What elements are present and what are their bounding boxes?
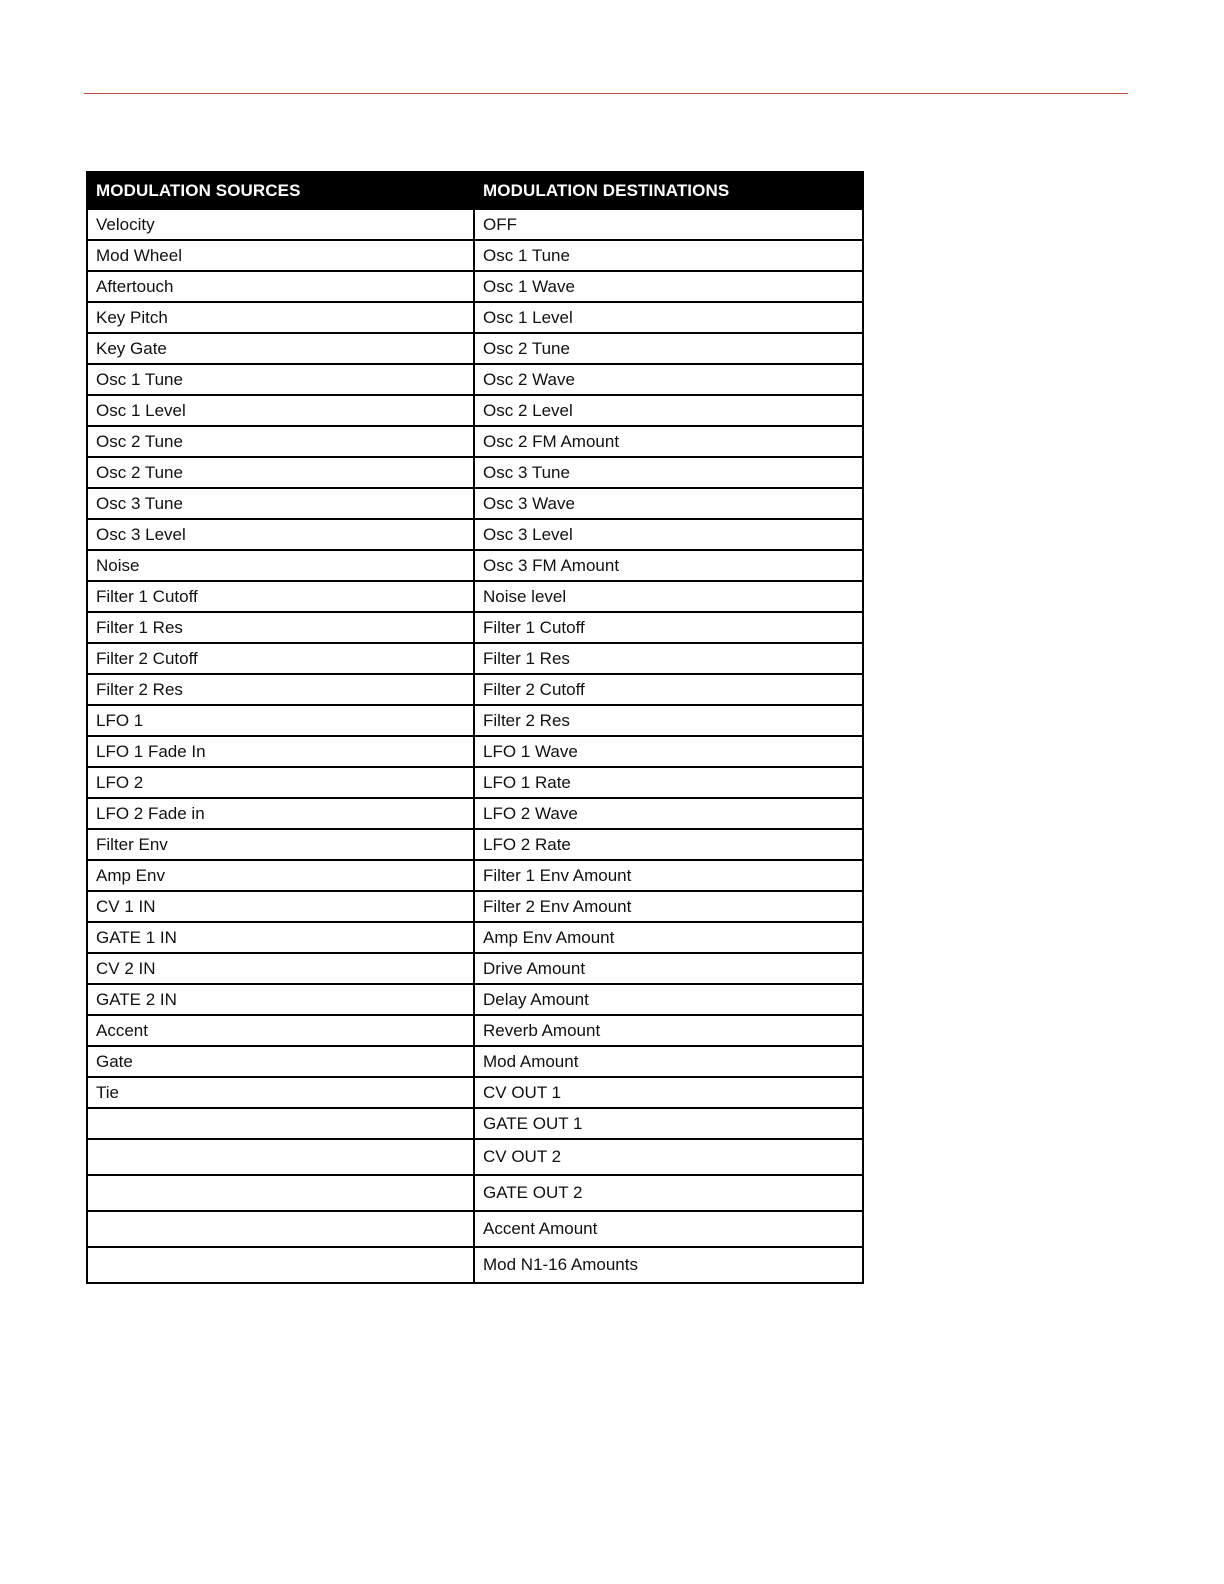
- table-row: [87, 395, 863, 426]
- source-cell: Gate: [87, 1046, 474, 1077]
- table-row: [87, 984, 863, 1015]
- table-row: [87, 457, 863, 488]
- source-cell: Accent: [87, 1015, 474, 1046]
- source-cell: LFO 2: [87, 767, 474, 798]
- table-row: [87, 891, 863, 922]
- destination-cell: Reverb Amount: [474, 1015, 863, 1046]
- table-row: [87, 302, 863, 333]
- destination-cell: Osc 3 Tune: [474, 457, 863, 488]
- source-cell: Osc 2 Tune: [87, 426, 474, 457]
- source-cell: Velocity: [87, 209, 474, 240]
- destination-cell: CV OUT 1: [474, 1077, 863, 1108]
- destination-cell: Filter 2 Env Amount: [474, 891, 863, 922]
- table-row: [87, 1046, 863, 1077]
- destination-cell: Osc 3 FM Amount: [474, 550, 863, 581]
- destination-cell: LFO 1 Wave: [474, 736, 863, 767]
- source-cell: [87, 1211, 474, 1247]
- table-row: [87, 1211, 863, 1247]
- source-cell: Filter Env: [87, 829, 474, 860]
- destination-cell: Mod Amount: [474, 1046, 863, 1077]
- table-row: [87, 643, 863, 674]
- destination-cell: OFF: [474, 209, 863, 240]
- source-cell: [87, 1247, 474, 1283]
- source-cell: GATE 1 IN: [87, 922, 474, 953]
- destination-cell: Osc 1 Level: [474, 302, 863, 333]
- table-row: [87, 1175, 863, 1211]
- source-cell: Osc 1 Level: [87, 395, 474, 426]
- source-cell: CV 2 IN: [87, 953, 474, 984]
- destination-cell: LFO 2 Wave: [474, 798, 863, 829]
- table-header-row: [87, 172, 863, 209]
- header-modulation-sources: MODULATION SOURCES: [87, 172, 474, 209]
- source-cell: Osc 2 Tune: [87, 457, 474, 488]
- destination-cell: LFO 1 Rate: [474, 767, 863, 798]
- destination-cell: Osc 1 Tune: [474, 240, 863, 271]
- destination-cell: CV OUT 2: [474, 1139, 863, 1175]
- table-row: [87, 209, 863, 240]
- header-modulation-destinations: MODULATION DESTINATIONS: [474, 172, 863, 209]
- destination-cell: Osc 3 Level: [474, 519, 863, 550]
- source-cell: Key Gate: [87, 333, 474, 364]
- destination-cell: Filter 1 Res: [474, 643, 863, 674]
- destination-cell: GATE OUT 2: [474, 1175, 863, 1211]
- table-row: [87, 612, 863, 643]
- destination-cell: GATE OUT 1: [474, 1108, 863, 1139]
- table-row: [87, 364, 863, 395]
- source-cell: Noise: [87, 550, 474, 581]
- header-rule: [84, 93, 1128, 94]
- table-row: [87, 1077, 863, 1108]
- destination-cell: Delay Amount: [474, 984, 863, 1015]
- table-row: [87, 860, 863, 891]
- source-cell: Amp Env: [87, 860, 474, 891]
- source-cell: LFO 1: [87, 705, 474, 736]
- source-cell: Osc 1 Tune: [87, 364, 474, 395]
- source-cell: [87, 1175, 474, 1211]
- table-row: [87, 798, 863, 829]
- table-row: [87, 550, 863, 581]
- destination-cell: Noise level: [474, 581, 863, 612]
- destination-cell: Osc 2 Wave: [474, 364, 863, 395]
- table-row: [87, 1139, 863, 1175]
- destination-cell: LFO 2 Rate: [474, 829, 863, 860]
- source-cell: Osc 3 Tune: [87, 488, 474, 519]
- source-cell: Osc 3 Level: [87, 519, 474, 550]
- source-cell: CV 1 IN: [87, 891, 474, 922]
- source-cell: Key Pitch: [87, 302, 474, 333]
- source-cell: LFO 2 Fade in: [87, 798, 474, 829]
- source-cell: Filter 1 Cutoff: [87, 581, 474, 612]
- destination-cell: Osc 2 Level: [474, 395, 863, 426]
- destination-cell: Drive Amount: [474, 953, 863, 984]
- source-cell: Aftertouch: [87, 271, 474, 302]
- source-cell: Tie: [87, 1077, 474, 1108]
- destination-cell: Osc 1 Wave: [474, 271, 863, 302]
- table-row: [87, 829, 863, 860]
- source-cell: GATE 2 IN: [87, 984, 474, 1015]
- destination-cell: Osc 3 Wave: [474, 488, 863, 519]
- modulation-table: [86, 171, 864, 1284]
- destination-cell: Osc 2 Tune: [474, 333, 863, 364]
- destination-cell: Amp Env Amount: [474, 922, 863, 953]
- source-cell: [87, 1108, 474, 1139]
- table-row: [87, 1015, 863, 1046]
- table-row: [87, 767, 863, 798]
- table-row: [87, 736, 863, 767]
- table-row: [87, 426, 863, 457]
- table-row: [87, 922, 863, 953]
- table-row: [87, 519, 863, 550]
- table-row: [87, 488, 863, 519]
- table-row: [87, 581, 863, 612]
- table-row: [87, 705, 863, 736]
- table-row: [87, 333, 863, 364]
- table-row: [87, 953, 863, 984]
- source-cell: Mod Wheel: [87, 240, 474, 271]
- source-cell: Filter 2 Res: [87, 674, 474, 705]
- table-row: [87, 240, 863, 271]
- table-row: [87, 674, 863, 705]
- destination-cell: Mod N1-16 Amounts: [474, 1247, 863, 1283]
- source-cell: LFO 1 Fade In: [87, 736, 474, 767]
- destination-cell: Accent Amount: [474, 1211, 863, 1247]
- source-cell: [87, 1139, 474, 1175]
- destination-cell: Filter 1 Cutoff: [474, 612, 863, 643]
- table-row: [87, 271, 863, 302]
- source-cell: Filter 2 Cutoff: [87, 643, 474, 674]
- destination-cell: Osc 2 FM Amount: [474, 426, 863, 457]
- table-body: [87, 209, 863, 1283]
- table-row: [87, 1108, 863, 1139]
- destination-cell: Filter 2 Cutoff: [474, 674, 863, 705]
- destination-cell: Filter 2 Res: [474, 705, 863, 736]
- source-cell: Filter 1 Res: [87, 612, 474, 643]
- destination-cell: Filter 1 Env Amount: [474, 860, 863, 891]
- table-row: [87, 1247, 863, 1283]
